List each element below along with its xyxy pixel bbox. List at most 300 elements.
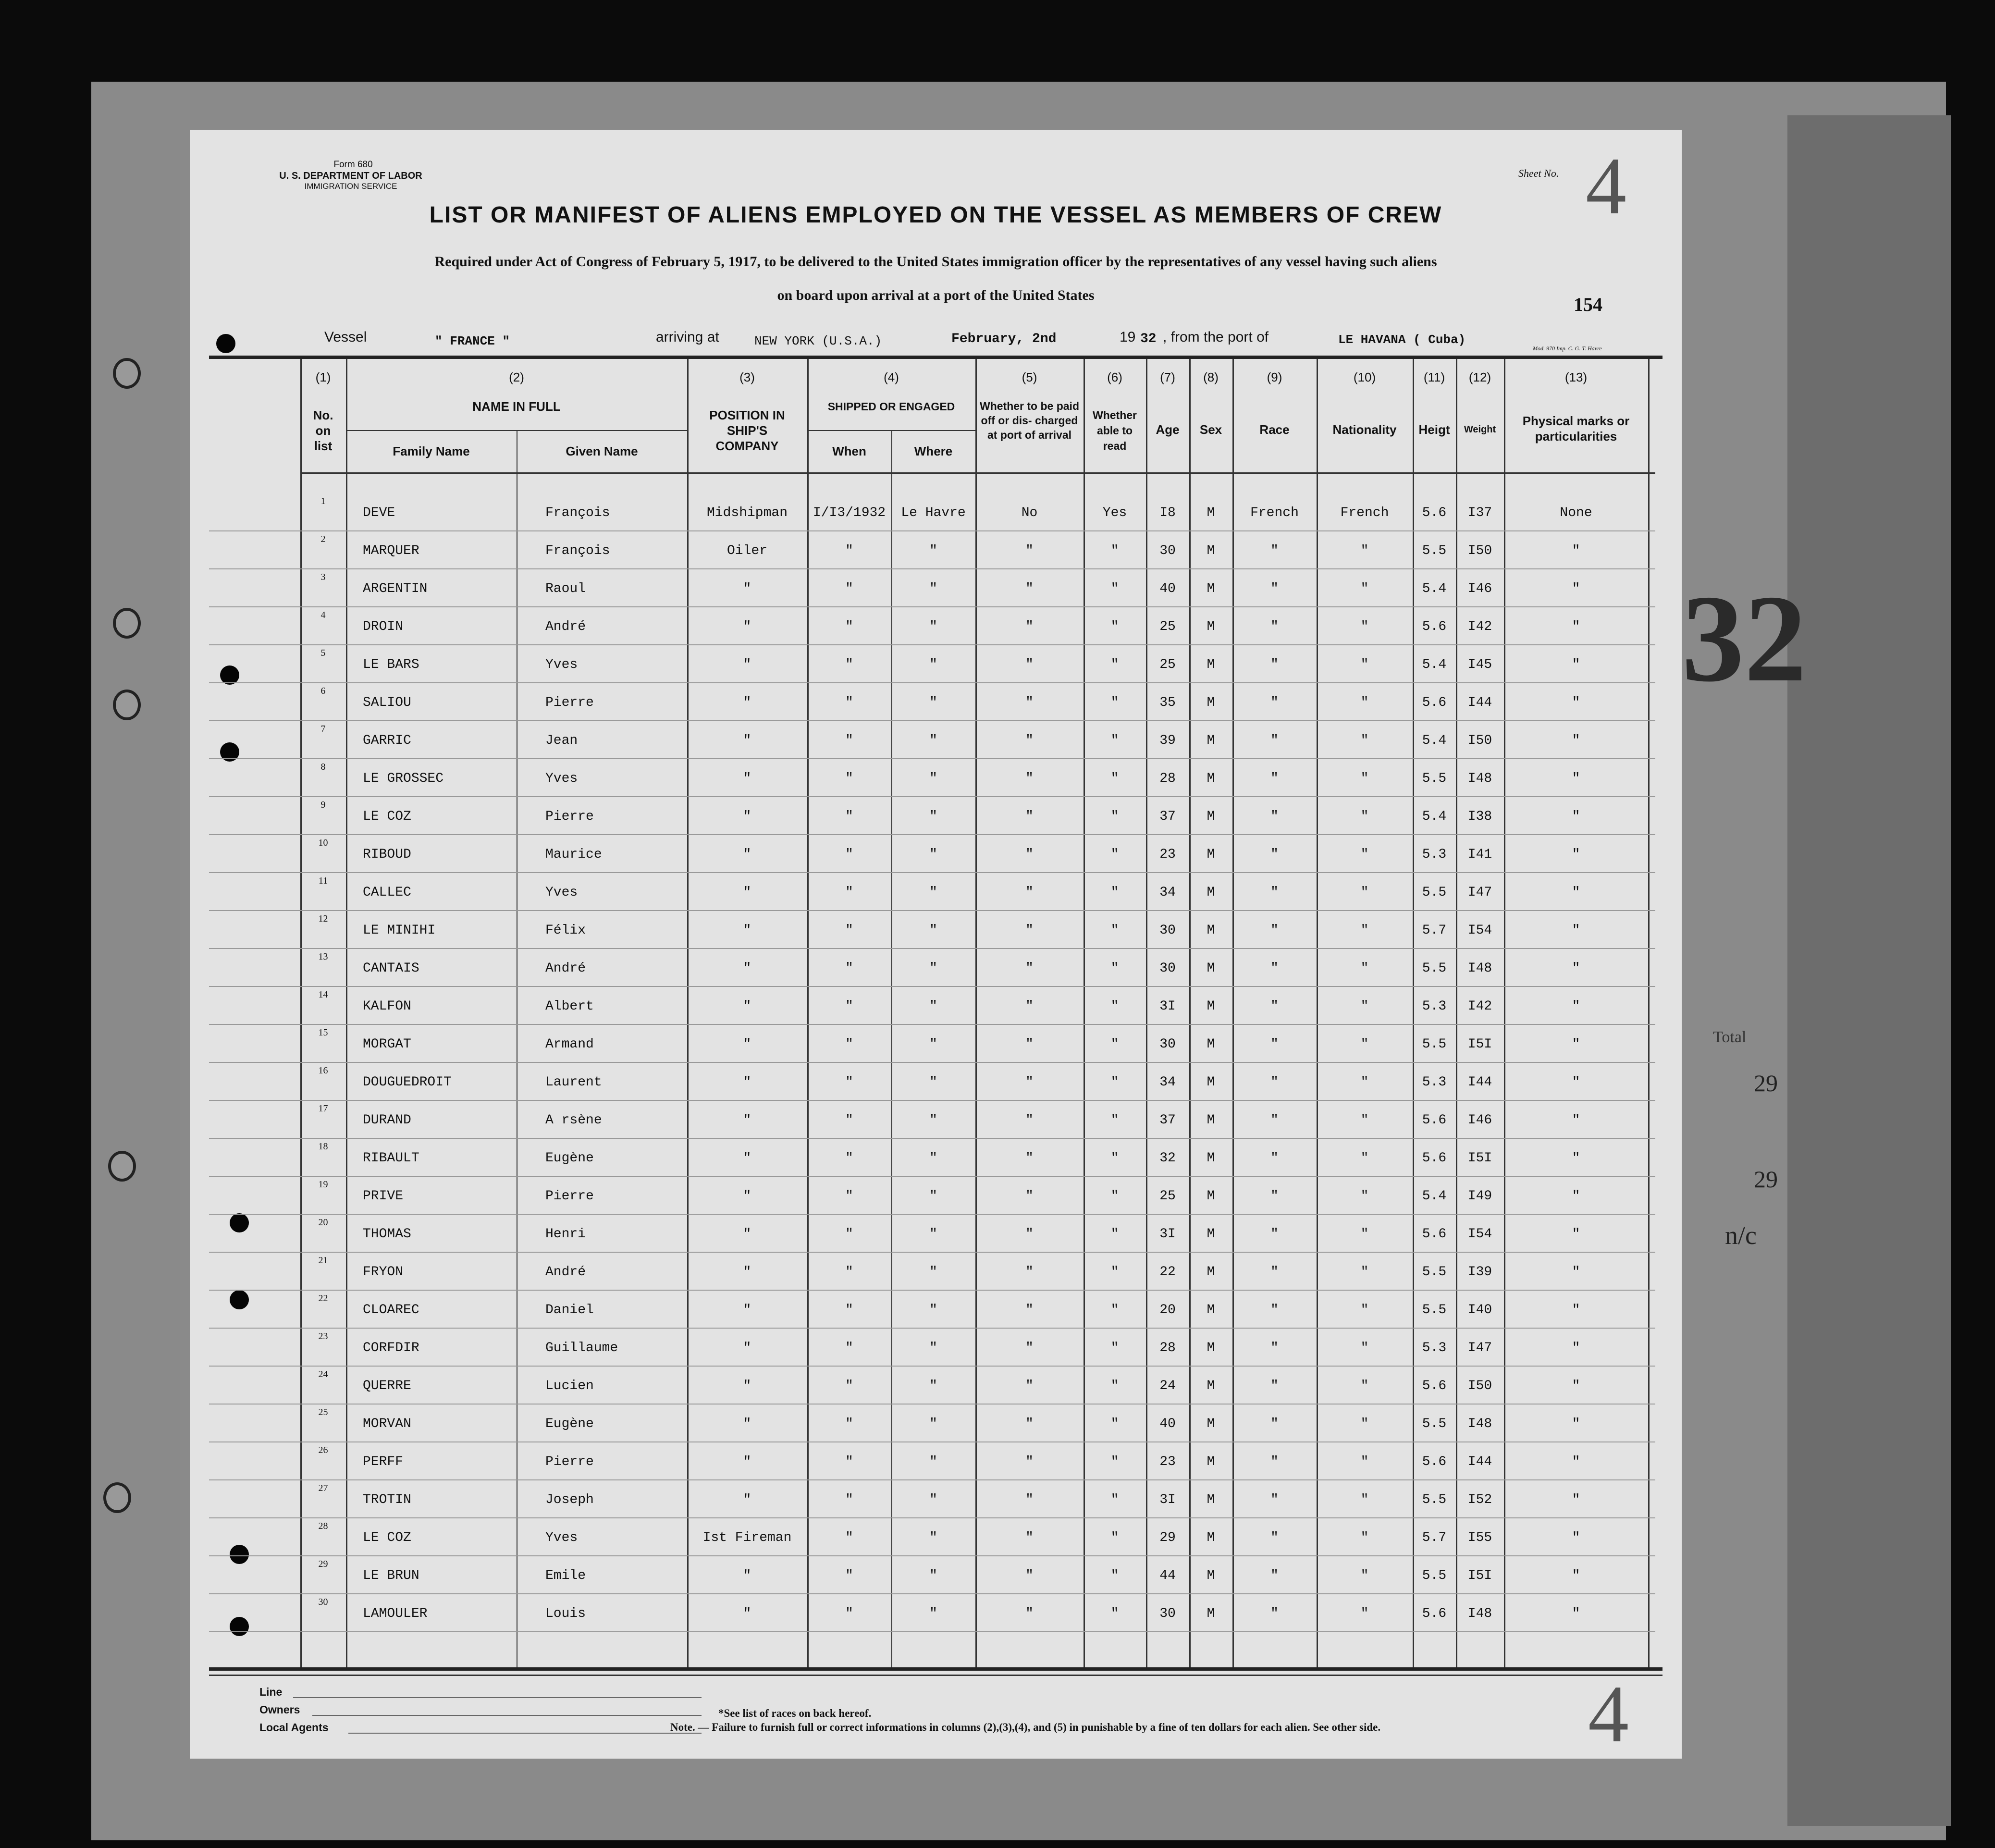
- when-cell: I/I3/1932: [813, 505, 886, 520]
- given-name-cell: Pierre: [545, 809, 594, 824]
- row-number: 14: [318, 989, 328, 1000]
- given-name-cell: Maurice: [545, 847, 602, 862]
- able-to-read-cell: ": [1110, 1454, 1119, 1469]
- when-cell: ": [845, 1189, 853, 1204]
- weight-cell: I55: [1467, 1530, 1492, 1545]
- able-to-read-cell: ": [1110, 1227, 1119, 1242]
- paid-off-cell: ": [1025, 1492, 1034, 1507]
- sex-cell: M: [1207, 961, 1215, 976]
- header-position: POSITION IN SHIP'S COMPANY: [709, 408, 785, 453]
- weight-cell: I42: [1467, 999, 1492, 1014]
- physical-marks-cell: ": [1572, 999, 1580, 1014]
- row-number: 3: [320, 572, 326, 582]
- weight-cell: I40: [1467, 1303, 1492, 1318]
- height-cell: 5.4: [1422, 733, 1447, 748]
- weight-cell: I44: [1467, 1454, 1492, 1469]
- height-cell: 5.6: [1422, 505, 1447, 520]
- given-name-cell: Daniel: [545, 1303, 594, 1318]
- colnum-2: (2): [509, 370, 524, 384]
- colnum-10: (10): [1353, 370, 1376, 384]
- given-name-cell: Yves: [545, 885, 578, 900]
- sex-cell: M: [1207, 847, 1215, 862]
- row-rule: [209, 872, 1655, 873]
- binder-hole: [113, 608, 141, 639]
- weight-cell: I50: [1467, 543, 1492, 558]
- position-cell: ": [743, 999, 751, 1014]
- row-number: 19: [318, 1179, 328, 1190]
- where-cell: ": [929, 923, 937, 938]
- sheet-number: 4: [1586, 141, 1626, 231]
- physical-marks-cell: ": [1572, 657, 1580, 672]
- able-to-read-cell: ": [1110, 1341, 1119, 1355]
- row-rule: [209, 1024, 1655, 1025]
- family-name-cell: DURAND: [363, 1113, 411, 1128]
- when-cell: ": [845, 1037, 853, 1052]
- paid-off-cell: ": [1025, 657, 1034, 672]
- position-cell: ": [743, 1492, 751, 1507]
- where-cell: ": [929, 1227, 937, 1242]
- column-divider: [1648, 359, 1650, 1667]
- physical-marks-cell: None: [1560, 505, 1592, 520]
- age-cell: 44: [1159, 1568, 1176, 1583]
- able-to-read-cell: ": [1110, 1606, 1119, 1621]
- sex-cell: M: [1207, 999, 1215, 1014]
- nationality-cell: ": [1360, 543, 1369, 558]
- nationality-cell: ": [1360, 733, 1369, 748]
- physical-marks-cell: ": [1572, 923, 1580, 938]
- row-number: 9: [320, 800, 326, 810]
- family-name-cell: LE MINIHI: [363, 923, 436, 938]
- year-suffix: 32: [1140, 332, 1157, 346]
- colnum-11: (11): [1423, 370, 1445, 384]
- position-cell: ": [743, 733, 751, 748]
- age-cell: 34: [1159, 1075, 1176, 1090]
- age-cell: 39: [1159, 733, 1176, 748]
- row-rule: [209, 1555, 1655, 1556]
- footer-line-label: Line: [259, 1686, 283, 1698]
- header-height: Heigt: [1418, 422, 1450, 437]
- margin-count-a: 29: [1754, 1070, 1778, 1096]
- sex-cell: M: [1207, 809, 1215, 824]
- row-rule: [209, 1138, 1655, 1139]
- margin-count-b: 29: [1754, 1166, 1778, 1193]
- height-cell: 5.3: [1422, 1341, 1447, 1355]
- header-sex: Sex: [1199, 422, 1222, 437]
- race-cell: ": [1270, 619, 1279, 634]
- height-cell: 5.5: [1422, 543, 1447, 558]
- nationality-cell: ": [1360, 847, 1369, 862]
- able-to-read-cell: ": [1110, 733, 1119, 748]
- race-cell: ": [1270, 1454, 1279, 1469]
- race-cell: ": [1270, 1341, 1279, 1355]
- row-rule: [209, 1593, 1655, 1594]
- paid-off-cell: ": [1025, 1303, 1034, 1318]
- row-rule: [209, 606, 1655, 607]
- sex-cell: M: [1207, 1037, 1215, 1052]
- physical-marks-cell: ": [1572, 1379, 1580, 1393]
- age-cell: 30: [1159, 1606, 1176, 1621]
- row-rule: [209, 1214, 1655, 1215]
- weight-cell: I54: [1467, 1227, 1492, 1242]
- family-name-cell: FRYON: [363, 1265, 404, 1280]
- family-name-cell: SALIOU: [363, 695, 411, 710]
- weight-cell: I46: [1467, 581, 1492, 596]
- height-cell: 5.7: [1422, 1530, 1447, 1545]
- nationality-cell: ": [1360, 1037, 1369, 1052]
- age-cell: 28: [1159, 771, 1176, 786]
- sex-cell: M: [1207, 1568, 1215, 1583]
- age-cell: 30: [1159, 923, 1176, 938]
- given-name-cell: A rsène: [545, 1113, 602, 1128]
- nationality-cell: ": [1360, 1265, 1369, 1280]
- height-cell: 5.6: [1422, 1379, 1447, 1393]
- row-rule: [209, 720, 1655, 721]
- weight-cell: I37: [1467, 505, 1492, 520]
- where-cell: ": [929, 771, 937, 786]
- where-cell: ": [929, 1454, 937, 1469]
- paid-off-cell: ": [1025, 1606, 1034, 1621]
- header-family-name: Family Name: [393, 444, 470, 458]
- paid-off-cell: ": [1025, 543, 1034, 558]
- sex-cell: M: [1207, 1113, 1215, 1128]
- paid-off-cell: ": [1025, 733, 1034, 748]
- colnum-5: (5): [1022, 370, 1037, 384]
- race-cell: ": [1270, 1303, 1279, 1318]
- paid-off-cell: ": [1025, 771, 1034, 786]
- position-cell: ": [743, 1303, 751, 1318]
- position-cell: ": [743, 619, 751, 634]
- weight-cell: I46: [1467, 1113, 1492, 1128]
- when-cell: ": [845, 885, 853, 900]
- header-when: When: [832, 444, 866, 458]
- row-number: 23: [318, 1331, 328, 1342]
- able-to-read-cell: ": [1110, 1151, 1119, 1166]
- race-cell: ": [1270, 809, 1279, 824]
- position-cell: ": [743, 1568, 751, 1583]
- race-cell: ": [1270, 923, 1279, 938]
- weight-cell: I48: [1467, 1606, 1492, 1621]
- age-cell: 29: [1159, 1530, 1176, 1545]
- age-cell: 25: [1159, 619, 1176, 634]
- paid-off-cell: ": [1025, 847, 1034, 862]
- nationality-cell: ": [1360, 1530, 1369, 1545]
- paid-off-cell: ": [1025, 1379, 1034, 1393]
- when-cell: ": [845, 1265, 853, 1280]
- where-cell: ": [929, 1189, 937, 1204]
- height-cell: 5.6: [1422, 1606, 1447, 1621]
- given-name-cell: Joseph: [545, 1492, 594, 1507]
- colnum-12: (12): [1468, 370, 1491, 384]
- header-physical-marks: Physical marks or particularities: [1522, 414, 1630, 444]
- nationality-cell: ": [1360, 1227, 1369, 1242]
- family-name-cell: LAMOULER: [363, 1606, 428, 1621]
- when-cell: ": [845, 1379, 853, 1393]
- when-cell: ": [845, 1075, 853, 1090]
- age-cell: 3I: [1159, 1227, 1176, 1242]
- weight-cell: I48: [1467, 961, 1492, 976]
- row-number: 1: [320, 496, 326, 506]
- position-cell: ": [743, 1227, 751, 1242]
- header-nationality: Nationality: [1332, 422, 1397, 437]
- height-cell: 5.4: [1422, 657, 1447, 672]
- row-rule: [209, 1517, 1655, 1518]
- row-number: 8: [320, 762, 326, 772]
- race-cell: ": [1270, 1265, 1279, 1280]
- when-cell: ": [845, 1113, 853, 1128]
- row-rule: [209, 568, 1655, 569]
- weight-cell: I50: [1467, 1379, 1492, 1393]
- age-cell: 22: [1159, 1265, 1176, 1280]
- given-name-cell: Eugène: [545, 1417, 594, 1431]
- nationality-cell: ": [1360, 771, 1369, 786]
- height-cell: 5.3: [1422, 1075, 1447, 1090]
- where-cell: ": [929, 581, 937, 596]
- paid-off-cell: ": [1025, 809, 1034, 824]
- position-cell: Ist Fireman: [702, 1530, 792, 1545]
- weight-cell: I38: [1467, 809, 1492, 824]
- given-name-cell: Yves: [545, 1530, 578, 1545]
- department-name: U. S. DEPARTMENT OF LABOR: [279, 171, 422, 181]
- position-cell: ": [743, 1113, 751, 1128]
- family-name-cell: GARRIC: [363, 733, 411, 748]
- physical-marks-cell: ": [1572, 1341, 1580, 1355]
- physical-marks-cell: ": [1572, 1417, 1580, 1431]
- nationality-cell: ": [1360, 1606, 1369, 1621]
- family-name-cell: ARGENTIN: [363, 581, 428, 596]
- when-cell: ": [845, 619, 853, 634]
- when-cell: ": [845, 1492, 853, 1507]
- colnum-4: (4): [884, 370, 899, 384]
- punch-hole: [230, 1617, 249, 1636]
- able-to-read-cell: ": [1110, 581, 1119, 596]
- service-name: IMMIGRATION SERVICE: [304, 182, 397, 191]
- given-name-cell: Guillaume: [545, 1341, 618, 1355]
- manifest-title: LIST OR MANIFEST OF ALIENS EMPLOYED ON THE VESSEL AS MEMBERS OF CREW: [429, 202, 1442, 228]
- weight-cell: I41: [1467, 847, 1492, 862]
- where-cell: ": [929, 1113, 937, 1128]
- header-shipped-engaged: SHIPPED OR ENGAGED: [827, 400, 955, 413]
- row-number: 7: [320, 724, 326, 734]
- position-cell: ": [743, 1265, 751, 1280]
- where-cell: ": [929, 1151, 937, 1166]
- manifest-page: [190, 130, 1682, 1759]
- manifest-subtitle-line2: on board upon arrival at a port of the United States: [777, 287, 1095, 303]
- physical-marks-cell: ": [1572, 1568, 1580, 1583]
- family-name-cell: RIBOUD: [363, 847, 411, 862]
- row-rule: [209, 1631, 1655, 1632]
- age-cell: 3I: [1159, 1492, 1176, 1507]
- when-cell: ": [845, 999, 853, 1014]
- given-name-cell: Pierre: [545, 695, 594, 710]
- family-name-cell: CORFDIR: [363, 1341, 419, 1355]
- paid-off-cell: ": [1025, 1341, 1034, 1355]
- family-name-cell: KALFON: [363, 999, 411, 1014]
- column-divider: [300, 359, 302, 1667]
- where-cell: ": [929, 657, 937, 672]
- where-cell: ": [929, 1341, 937, 1355]
- family-name-cell: PERFF: [363, 1454, 404, 1469]
- paid-off-cell: ": [1025, 1568, 1034, 1583]
- paid-off-cell: ": [1025, 1113, 1034, 1128]
- nationality-cell: ": [1360, 961, 1369, 976]
- race-cell: ": [1270, 581, 1279, 596]
- physical-marks-cell: ": [1572, 961, 1580, 976]
- row-number: 28: [318, 1521, 328, 1531]
- weight-cell: I44: [1467, 1075, 1492, 1090]
- margin-note: n/c: [1725, 1221, 1757, 1250]
- family-name-cell: CLOAREC: [363, 1303, 419, 1318]
- header-where: Where: [914, 444, 953, 458]
- family-name-cell: MARQUER: [363, 543, 419, 558]
- given-name-cell: Louis: [545, 1606, 586, 1621]
- row-number: 10: [318, 838, 328, 848]
- race-cell: ": [1270, 1568, 1279, 1583]
- age-cell: 30: [1159, 961, 1176, 976]
- row-number: 29: [318, 1559, 328, 1569]
- where-cell: ": [929, 695, 937, 710]
- nationality-cell: ": [1360, 1341, 1369, 1355]
- able-to-read-cell: ": [1110, 657, 1119, 672]
- race-cell: ": [1270, 695, 1279, 710]
- paid-off-cell: ": [1025, 923, 1034, 938]
- age-cell: 3I: [1159, 999, 1176, 1014]
- family-name-cell: DROIN: [363, 619, 404, 634]
- underlying-sheet-edge: [1787, 115, 1951, 1826]
- sex-cell: M: [1207, 771, 1215, 786]
- weight-cell: I5I: [1467, 1568, 1492, 1583]
- able-to-read-cell: ": [1110, 961, 1119, 976]
- physical-marks-cell: ": [1572, 1037, 1580, 1052]
- position-cell: ": [743, 1151, 751, 1166]
- when-cell: ": [845, 733, 853, 748]
- header-given-name: Given Name: [566, 444, 638, 458]
- physical-marks-cell: ": [1572, 771, 1580, 786]
- age-cell: 28: [1159, 1341, 1176, 1355]
- row-rule: [209, 834, 1655, 835]
- race-cell: ": [1270, 657, 1279, 672]
- race-cell: ": [1270, 733, 1279, 748]
- colnum-8: (8): [1203, 370, 1219, 384]
- family-name-cell: RIBAULT: [363, 1151, 419, 1166]
- where-cell: ": [929, 1568, 937, 1583]
- age-cell: 37: [1159, 1113, 1176, 1128]
- row-number: 16: [318, 1065, 328, 1076]
- age-cell: 20: [1159, 1303, 1176, 1318]
- year-prefix: 19: [1120, 329, 1136, 345]
- nationality-cell: ": [1360, 999, 1369, 1014]
- given-name-cell: Albert: [545, 999, 594, 1014]
- physical-marks-cell: ": [1572, 1303, 1580, 1318]
- age-cell: I8: [1159, 505, 1176, 520]
- weight-cell: I48: [1467, 1417, 1492, 1431]
- sex-cell: M: [1207, 885, 1215, 900]
- sex-cell: M: [1207, 695, 1215, 710]
- when-cell: ": [845, 695, 853, 710]
- row-number: 30: [318, 1597, 328, 1607]
- paid-off-cell: ": [1025, 695, 1034, 710]
- colnum-13: (13): [1564, 370, 1588, 384]
- able-to-read-cell: ": [1110, 1379, 1119, 1393]
- paid-off-cell: ": [1025, 1265, 1034, 1280]
- physical-marks-cell: ": [1572, 809, 1580, 824]
- where-cell: ": [929, 999, 937, 1014]
- footer-owners-underline: [312, 1715, 702, 1716]
- from-port: LE HAVANA ( Cuba): [1338, 333, 1466, 347]
- race-cell: ": [1270, 1417, 1279, 1431]
- position-cell: ": [743, 657, 751, 672]
- colnum-1: (1): [315, 370, 331, 384]
- able-to-read-cell: ": [1110, 847, 1119, 862]
- family-name-cell: DOUGUEDROIT: [363, 1075, 452, 1090]
- punch-hole: [220, 665, 239, 685]
- when-cell: ": [845, 1227, 853, 1242]
- nationality-cell: ": [1360, 1303, 1369, 1318]
- row-rule: [209, 644, 1655, 645]
- given-name-cell: Pierre: [545, 1189, 594, 1204]
- bottom-sheet-number: 4: [1588, 1669, 1629, 1759]
- able-to-read-cell: ": [1110, 1530, 1119, 1545]
- nationality-cell: ": [1360, 1113, 1369, 1128]
- family-name-cell: QUERRE: [363, 1379, 411, 1393]
- paid-off-cell: ": [1025, 619, 1034, 634]
- page-number: 154: [1574, 294, 1602, 315]
- able-to-read-cell: ": [1110, 885, 1119, 900]
- height-cell: 5.5: [1422, 1417, 1447, 1431]
- height-cell: 5.6: [1422, 1113, 1447, 1128]
- weight-cell: I47: [1467, 885, 1492, 900]
- when-cell: ": [845, 1606, 853, 1621]
- sex-cell: M: [1207, 657, 1215, 672]
- margin-big-number: 32: [1682, 569, 1807, 708]
- paid-off-cell: ": [1025, 581, 1034, 596]
- row-number: 20: [318, 1217, 328, 1228]
- where-cell: ": [929, 733, 937, 748]
- nationality-cell: ": [1360, 657, 1369, 672]
- when-cell: ": [845, 961, 853, 976]
- age-cell: 37: [1159, 809, 1176, 824]
- given-name-cell: André: [545, 619, 586, 634]
- when-cell: ": [845, 1303, 853, 1318]
- family-name-cell: THOMAS: [363, 1227, 411, 1242]
- sex-cell: M: [1207, 1417, 1215, 1431]
- physical-marks-cell: ": [1572, 581, 1580, 596]
- physical-marks-cell: ": [1572, 619, 1580, 634]
- age-cell: 32: [1159, 1151, 1176, 1166]
- height-cell: 5.6: [1422, 695, 1447, 710]
- sex-cell: M: [1207, 1227, 1215, 1242]
- nationality-cell: ": [1360, 1151, 1369, 1166]
- row-number: 17: [318, 1103, 328, 1114]
- paid-off-cell: ": [1025, 1227, 1034, 1242]
- able-to-read-cell: Yes: [1102, 505, 1127, 520]
- row-rule: [209, 1290, 1655, 1291]
- nationality-cell: ": [1360, 1492, 1369, 1507]
- weight-cell: I44: [1467, 695, 1492, 710]
- weight-cell: I50: [1467, 733, 1492, 748]
- position-cell: Oiler: [727, 543, 767, 558]
- where-cell: ": [929, 1303, 937, 1318]
- height-cell: 5.5: [1422, 885, 1447, 900]
- physical-marks-cell: ": [1572, 1113, 1580, 1128]
- punch-hole: [230, 1213, 249, 1232]
- given-name-cell: André: [545, 961, 586, 976]
- age-cell: 24: [1159, 1379, 1176, 1393]
- paid-off-cell: ": [1025, 999, 1034, 1014]
- physical-marks-cell: ": [1572, 733, 1580, 748]
- row-rule: [209, 1479, 1655, 1480]
- family-name-cell: CANTAIS: [363, 961, 419, 976]
- row-number: 2: [320, 534, 326, 544]
